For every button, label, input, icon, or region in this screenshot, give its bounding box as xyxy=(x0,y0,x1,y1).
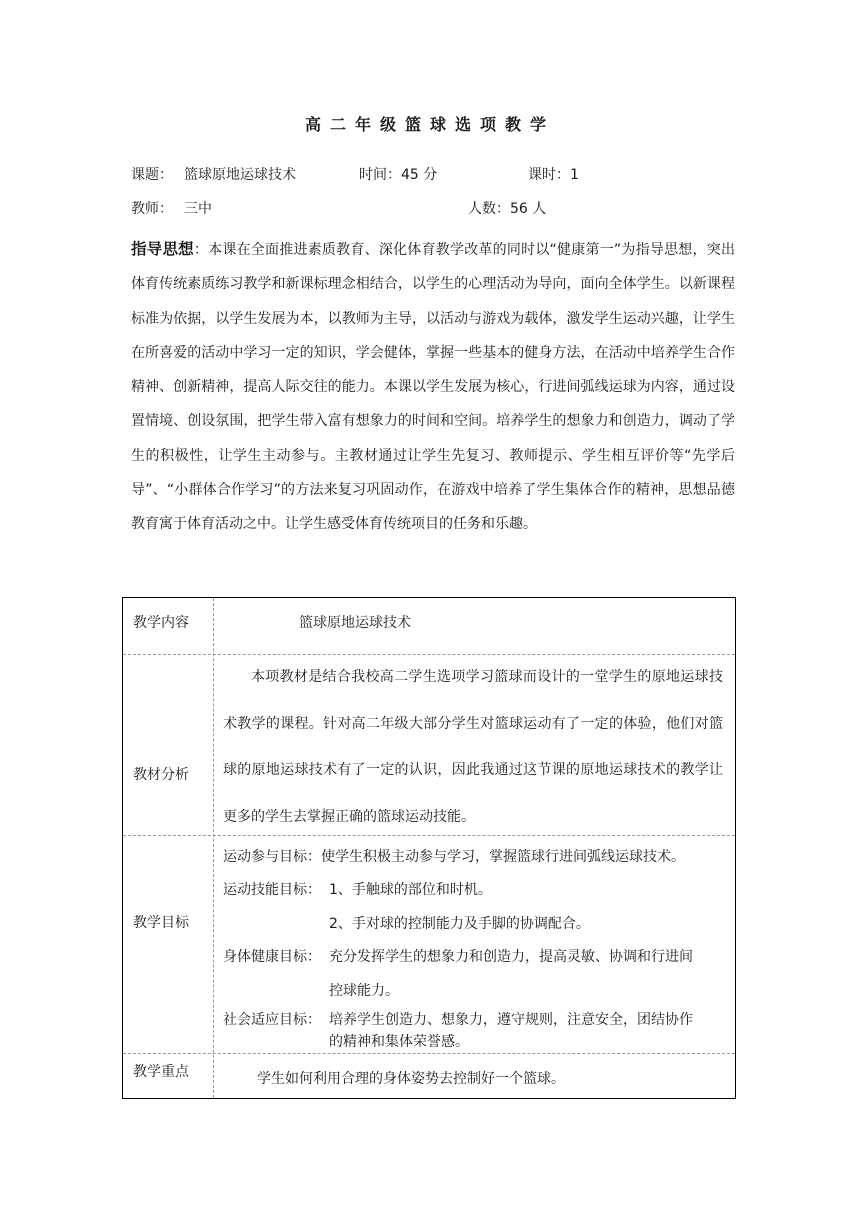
analysis-text: 本项教材是结合我校高二学生选项学习篮球而设计的一堂学生的原地运球技术教学的课程。针对高二年级大部分学生对篮球运动有了一定的体验，他们对篮球的原地运球技术有了一定的认识，因此我通过这节课的原地运球技术的教学让更多的学生去掌握正确的篮球运动技能。 xyxy=(223,669,723,825)
teacher-value: 三中 xyxy=(184,201,212,217)
goal-health-1: 充分发挥学生的想象力和创造力，提高灵敏、协调和行进间 xyxy=(329,949,693,965)
students-count: 人数：56 人 xyxy=(468,201,547,217)
row-divider xyxy=(123,1053,735,1054)
topic-value: 篮球原地运球技术 xyxy=(184,167,296,183)
goal-participation: 运动参与目标：使学生积极主动参与学习，掌握篮球行进间弧线运球技术。 xyxy=(223,849,685,865)
guiding-text: ：本课在全面推进素质教育、深化体育教学改革的同时以“健康第一”为指导思想，突出体育传统素质练习教学和新课标理念相结合，以学生的心理活动为导向，面向全体学生。以新课程标准为依据，以学生发展为本，以教师为主导，以活动与游戏为载体，激发学生运动兴趣，让学生在所喜爱的活动中学习一定的知识，学会健体，掌握一些基本的健身方法，在活动中培养学生合作精神、创新精神，提高人际交往的能力。本课以学生发展为核心，行进间弧线运球为内容，通过设置情境、创设氛围，把学生带入富有想象力的时间和空间。培养学生的想象力和创造力，调动了学生的积极性，让学生主动参与。主教材通过让学生先复习、教师提示、学生相互评价等“先学后导”、“小群体合作学习”的方法来复习巩固动作，在游戏中培养了学生集体合作的精神，思想品德教育寓于体育活动之中。让学生感受体育传统项目的任务和乐趣。 xyxy=(131,242,735,533)
goal-social-label: 社会适应目标： xyxy=(223,1012,321,1028)
goal-skill-label: 运动技能目标： xyxy=(223,882,321,898)
key-value: 学生如何利用合理的身体姿势去控制好一个篮球。 xyxy=(257,1071,565,1087)
lesson-table xyxy=(122,597,736,1099)
analysis-label: 教材分析 xyxy=(133,767,189,783)
teacher-label: 教师： xyxy=(131,201,173,217)
guiding-heading: 指导思想 xyxy=(131,240,194,258)
time-text: 时间：45 分 xyxy=(359,167,438,183)
goal-skill-2: 2、手对球的控制能力及手脚的协调配合。 xyxy=(329,916,590,932)
topic-label: 课题： xyxy=(131,167,173,183)
document-title: 高二年级篮球选项教学 xyxy=(304,115,555,134)
lessons-text: 课时：1 xyxy=(528,167,579,183)
goal-social-2: 的精神和集体荣誉感。 xyxy=(329,1034,469,1050)
goals-label: 教学目标 xyxy=(133,915,189,931)
goal-health-label: 身体健康目标： xyxy=(223,949,321,965)
goal-social-1: 培养学生创造力、想象力，遵守规则，注意安全，团结协作 xyxy=(329,1012,693,1028)
row-divider xyxy=(123,835,735,836)
content-label: 教学内容 xyxy=(133,615,189,631)
content-value: 篮球原地运球技术 xyxy=(299,615,411,631)
key-label: 教学重点 xyxy=(133,1064,189,1080)
guiding-ideology xyxy=(131,232,735,542)
goal-health-2: 控球能力。 xyxy=(329,983,399,999)
goal-skill-1: 1、手触球的部位和时机。 xyxy=(329,882,492,898)
column-divider xyxy=(213,598,214,1098)
